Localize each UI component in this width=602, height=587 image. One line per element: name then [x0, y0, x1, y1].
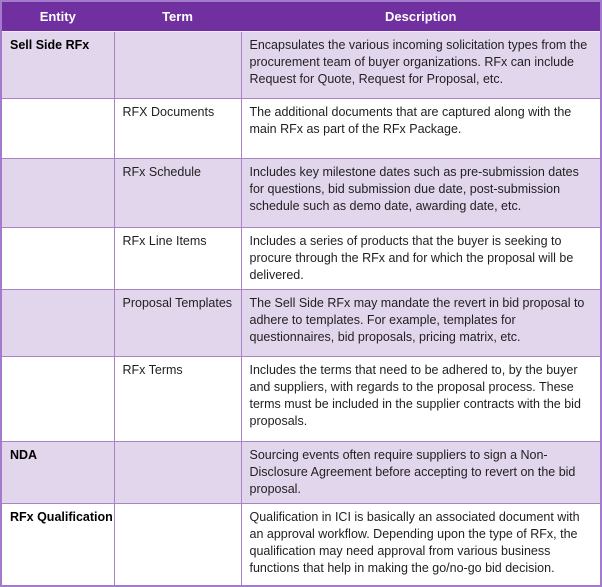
description-cell: Includes the terms that need to be adhered to, by the buyer and suppliers, with regards to the proposal process. These terms must be included in the supplier contracts with the bid proposals. [241, 357, 601, 442]
description-cell: Sourcing events often require suppliers to sign a Non-Disclosure Agreement before accepting to revert on the bid proposal. [241, 442, 601, 504]
table-row [1, 357, 601, 442]
column-header-term: Term [114, 1, 241, 32]
term-cell: RFx Line Items [114, 228, 241, 290]
entity-cell [1, 290, 114, 357]
term-cell: RFX Documents [114, 99, 241, 159]
term-cell: RFx Schedule [114, 159, 241, 228]
table-row [1, 504, 601, 587]
table-row [1, 32, 601, 99]
entity-cell [1, 228, 114, 290]
entity-cell: Sell Side RFx [1, 32, 114, 99]
term-cell: RFx Terms [114, 357, 241, 442]
entity-cell [1, 159, 114, 228]
entity-cell [1, 357, 114, 442]
table-row [1, 159, 601, 228]
table-row [1, 290, 601, 357]
table-row [1, 99, 601, 159]
term-cell [114, 32, 241, 99]
header-row [1, 1, 601, 32]
column-header-description: Description [241, 1, 601, 32]
column-header-entity: Entity [1, 1, 114, 32]
table-row [1, 442, 601, 504]
entity-cell: NDA [1, 442, 114, 504]
entity-cell [1, 99, 114, 159]
description-cell: Includes a series of products that the buyer is seeking to procure through the RFx and for which the proposal will be delivered. [241, 228, 601, 290]
description-cell: The Sell Side RFx may mandate the revert in bid proposal to adhere to templates. For example, templates for questionnaires, bid proposals, pricing matrix, etc. [241, 290, 601, 357]
description-cell: The additional documents that are captured along with the main RFx as part of the RFx Package. [241, 99, 601, 159]
table-row [1, 228, 601, 290]
term-cell: Proposal Templates [114, 290, 241, 357]
term-cell [114, 504, 241, 587]
description-cell: Includes key milestone dates such as pre-submission dates for questions, bid submission due date, post-submission schedule such as demo date, awarding date, etc. [241, 159, 601, 228]
description-cell: Qualification in ICI is basically an associated document with an approval workflow. Depending upon the type of RFx, the qualification may need approval from various business functions that help in making the go/no-go bid decision. [241, 504, 601, 587]
term-cell [114, 442, 241, 504]
description-cell: Encapsulates the various incoming solicitation types from the procurement team of buyer organizations. RFx can include Request for Quote, Request for Proposal, etc. [241, 32, 601, 99]
entity-cell: RFx Qualification [1, 504, 114, 587]
